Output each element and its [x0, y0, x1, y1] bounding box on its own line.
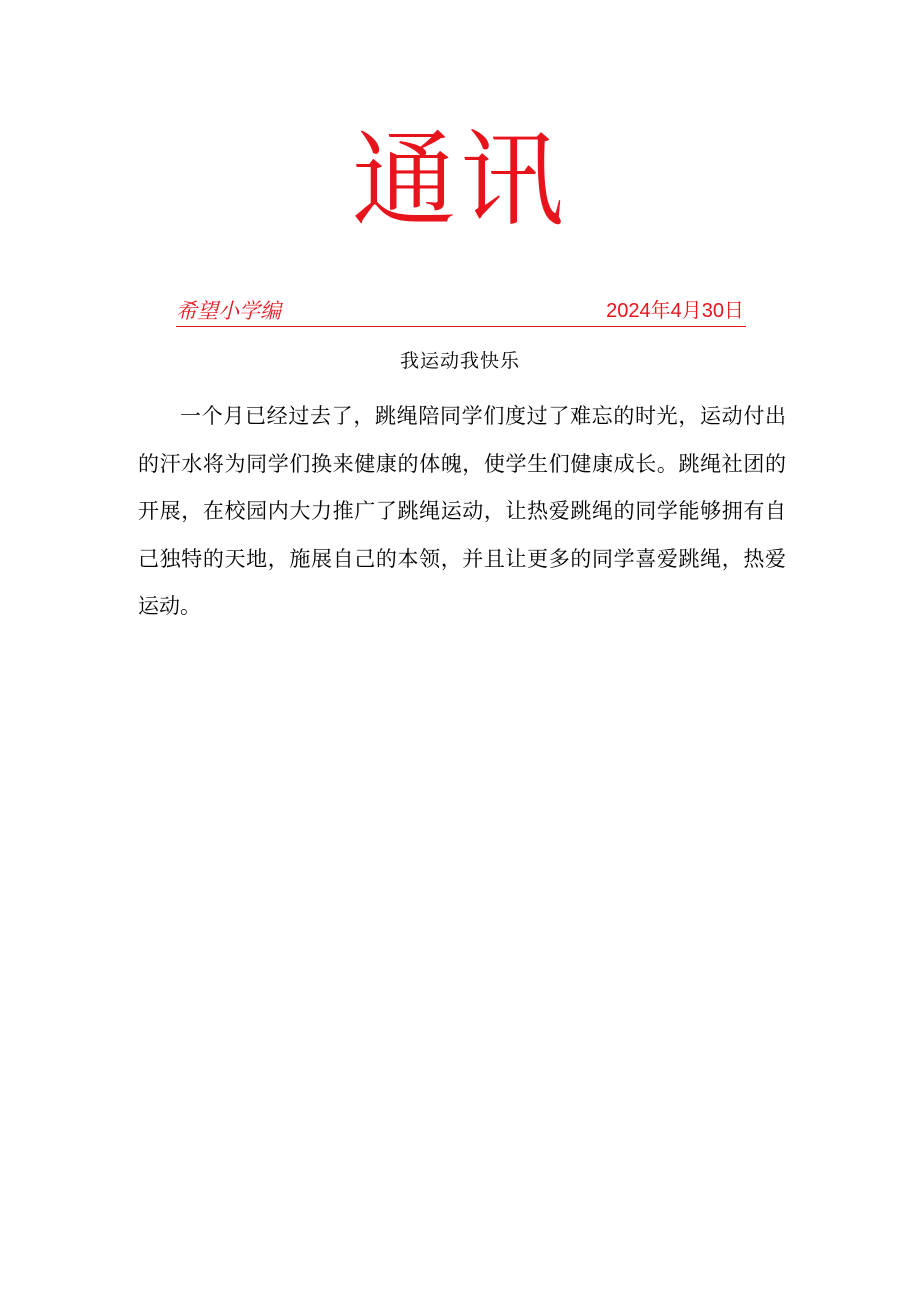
masthead-title: 通讯 — [351, 119, 568, 241]
article-body: 一个月已经过去了，跳绳陪同学们度过了难忘的时光，运动付出的汗水将为同学们换来健康的体魄，使学生们健康成长。跳绳社团的开展，在校园内大力推广了跳绳运动，让热爱跳绳的同学能够拥有自己独特的天地，施展自己的本领，并且让更多的同学喜爱跳绳，热爱运动。 — [138, 404, 786, 618]
issuer-name: 希望小学编 — [176, 299, 281, 323]
masthead-issuer-line — [176, 296, 746, 327]
issue-date: 2024年4月30日 — [606, 300, 744, 322]
article-title: 我运动我快乐 — [399, 350, 520, 372]
